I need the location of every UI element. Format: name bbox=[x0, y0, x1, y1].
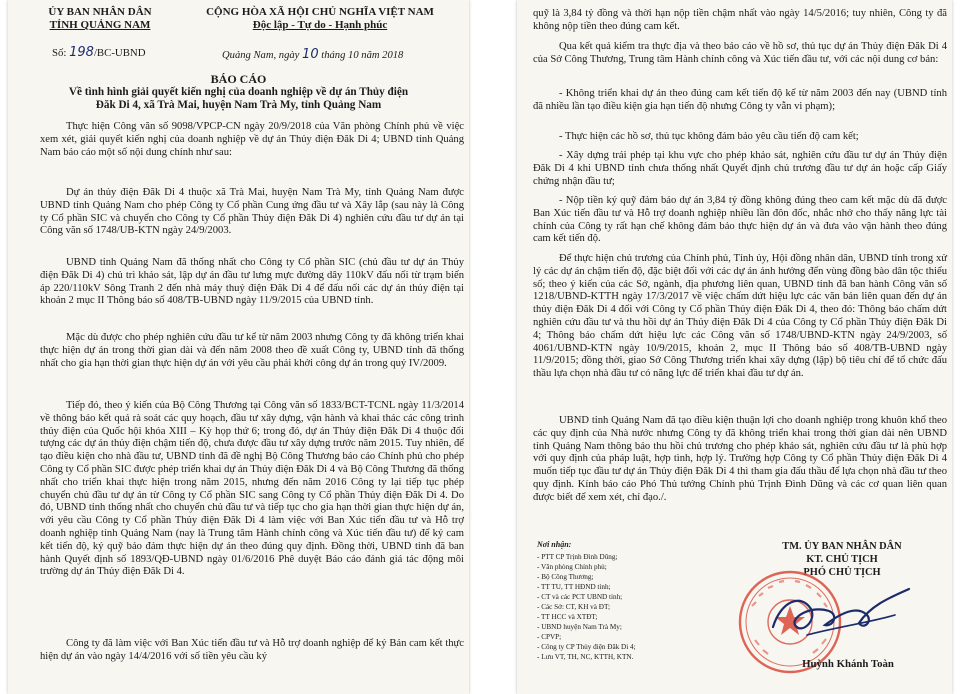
recipient-item: - TT TU, TT HĐND tỉnh; bbox=[537, 583, 611, 591]
paragraph: Để thực hiện chủ trương của Chính phủ, Tỉnh ủy, Hội đồng nhân dân, UBND tỉnh trong xử lý các dự án chậm tiến độ, đặc biệt đối với các dự án ảnh hưởng đến vùng đồng bào dân tộc thiểu số; theo ý kiến của các Sở, ngành, địa phương liên quan, UBND tỉnh đã ban hành Công văn số 1218/UBND-KTTH ngày 17/3/2017 về việc chấm dứt hiệu lực các văn bản liên quan đến dự án thủy điện Đăk Di 4 đối với Công ty Cổ phần Thủy điện Đăk Di 4, theo đó: Thông báo chấm dứt nghiên cứu đầu tư và thu hồi dự án Thủy điện Đăk Di 4 của Công ty Cổ phần Thủy điện Đăk Di 4; Thông báo chấm dứt hiệu lực các Công văn số 1748/UBND-KTN ngày 24/9/2003, số 4061/UBND-KTN ngày 10/9/2015, khoản 2, mục II Thông báo số 408/TB-UBND ngày 11/9/2015; đồng thời, giao Sở Công Thương triển khai xây dựng (lập) bộ tiêu chí để tổ chức đấu thầu lựa chọn nhà đầu tư có năng lực để triển khai đầu tư dự án. bbox=[533, 253, 947, 380]
recipient-item: - Công ty CP Thủy điện Đăk Di 4; bbox=[537, 643, 636, 651]
report-subject bbox=[8, 86, 469, 112]
signature-line-3: PHÓ CHỦ TỊCH bbox=[803, 567, 881, 578]
paragraph: UBND tỉnh Quảng Nam đã tạo điều kiện thuận lợi cho doanh nghiệp trong khuôn khổ theo các quy định của Nhà nước nhưng Công ty đã không triển khai trong thời gian dài nên UBND tỉnh Quảng Nam thông báo thu hồi chủ trương cho phép khảo sát, nghiên cứu đầu tư là phù hợp với quy định của pháp luật, hợp tình, hợp lý. Trường hợp Công ty Cổ phần Thủy điện Đăk Di 4 muốn tiếp tục đầu tư dự án Thủy điện Đăk Di 4 thì tham gia đấu thầu để lựa chọn nhà đầu tư theo quy định. Kính báo cáo Phó Thủ tướng Chính phủ Trịnh Đình Dũng và các cơ quan liên quan được biết để xem xét, chỉ đạo./. bbox=[533, 415, 947, 503]
date-prefix: Quảng Nam, ngày bbox=[222, 50, 300, 61]
recipient-item: - CT và các PCT UBND tỉnh; bbox=[537, 593, 623, 601]
paragraph: Dự án thủy điện Đăk Di 4 thuộc xã Trà Mai, huyện Nam Trà My, tỉnh Quảng Nam được UBND tỉnh Quảng Nam cho phép Công ty Cổ phần Cung ứng đầu tư và Xây lắp (sau này là Công ty Cổ phần SIC và chuyển cho Công ty Cổ phần Thủy điện Đăk Di 4) nghiên cứu đầu tư dự án tại Công văn số 1748/UB-KTN ngày 24/9/2003. bbox=[40, 187, 464, 237]
recipient-item: - CPVP; bbox=[537, 633, 562, 641]
paragraph: quỹ là 3,84 tỷ đồng và thời hạn nộp tiền chậm nhất vào ngày 14/5/2016; tuy nhiên, Công ty đã không nộp tiền theo đúng cam kết. bbox=[533, 8, 947, 32]
subject-line-2: Đăk Di 4, xã Trà Mai, huyện Nam Trà My, tỉnh Quảng Nam bbox=[95, 99, 382, 111]
handwritten-signature bbox=[767, 575, 917, 647]
number-suffix: /BC-UBND bbox=[93, 47, 146, 59]
report-page-1 bbox=[8, 0, 469, 694]
recipient-item: - TT HCC và XTĐT; bbox=[537, 613, 598, 621]
paragraph: - Nộp tiền ký quỹ đảm bảo dự án 3,84 tỷ đồng không đúng theo cam kết mặc dù đã được Ban Xúc tiến đầu tư và Hỗ trợ doanh nghiệp nhiều lần đôn đốc, nhắc nhở cho thấy năng lực tài chính của Công ty rất hạn chế không đảm bảo thực hiện dự án và đưa vào vận hành theo đúng cam kết tiến độ. bbox=[533, 195, 947, 245]
nation-line-2: Độc lập - Tự do - Hạnh phúc bbox=[252, 19, 388, 31]
recipients-title: Nơi nhận: bbox=[537, 540, 572, 549]
paragraph: - Thực hiện các hồ sơ, thủ tục không đảm bảo yêu cầu tiến độ cam kết; bbox=[559, 131, 859, 142]
signature-line-2: KT. CHỦ TỊCH bbox=[806, 554, 878, 565]
date-suffix: tháng 10 năm 2018 bbox=[321, 50, 404, 61]
paragraph: UBND tỉnh Quảng Nam đã thống nhất cho Công ty Cổ phần SIC (chủ đầu tư dự án Thủy điện Đăk Di 4) chủ trì khảo sát, lập dự án đầu tư lưng mực đường dây 110kV đấu nối từ trạm biến áp 220/110kV Sông Tranh 2 đến nhà máy thuỷ điện Đăk Di 4 để đấu nối các dự án thủy điện tại khoản 2 mục II Thông báo số 408/TB-UBND ngày 11/9/2015 của UBND tỉnh. bbox=[40, 257, 464, 307]
recipient-item: - Các Sở: CT, KH và ĐT; bbox=[537, 603, 610, 611]
national-motto bbox=[174, 6, 466, 32]
signer-name: Huỳnh Khánh Toàn bbox=[802, 658, 894, 670]
agency-name bbox=[8, 6, 192, 32]
paragraph: Thực hiện Công văn số 9098/VPCP-CN ngày 20/9/2018 của Văn phòng Chính phủ về việc xem xét, giải quyết kiến nghị của doanh nghiệp về dự án Thủy điện Đăk Di 4; UBND tỉnh Quảng Nam báo cáo một số nội dung chính như sau: bbox=[40, 121, 464, 158]
paragraph: - Xây dựng trái phép tại khu vực cho phép khảo sát, nghiên cứu đầu tư dự án Thủy điện Đăk Di 4 khi UBND tỉnh chưa thống nhất Quyết định chủ trương đầu tư dự án hoặc cấp Giấy chứng nhận đầu tư; bbox=[533, 150, 947, 187]
signature-line-1: TM. ỦY BAN NHÂN DÂN bbox=[782, 541, 902, 552]
agency-line-1: ỦY BAN NHÂN DÂN bbox=[48, 6, 152, 18]
subject-line-1: Về tình hình giải quyết kiến nghị của doanh nghiệp về dự án Thủy điện bbox=[68, 86, 409, 98]
document-number bbox=[52, 47, 192, 60]
recipient-item: - Lưu VT, TH, NC, KTTH, KTN. bbox=[537, 653, 634, 661]
paragraph: Công ty đã làm việc với Ban Xúc tiến đầu tư và Hỗ trợ doanh nghiệp để ký Bản cam kết thực hiện dự án vào ngày 14/4/2016 với số tiền yêu cầu ký bbox=[40, 638, 464, 662]
paragraph: Qua kết quả kiểm tra thực địa và theo báo cáo về hồ sơ, thủ tục dự án Thủy điện Đăk Di 4 của Sở Công Thương, Trung tâm Hành chính công và Xúc tiến đầu tư, với các nội dung cơ bản: bbox=[533, 41, 947, 65]
paragraph: - Không triển khai dự án theo đúng cam kết tiến độ kể từ năm 2003 đến nay (UBND tỉnh đã nhiều lần tạo điều kiện gia hạn tiến độ nhưng Công ty vẫn vi phạm); bbox=[533, 88, 947, 112]
paragraph: Tiếp đó, theo ý kiến của Bộ Công Thương tại Công văn số 1833/BCT-TCNL ngày 11/3/2014 về thông báo kết quả rà soát các quy hoạch, đầu tư xây dựng, vận hành và khai thác các công trình thủy điện của Quốc hội khóa XIII – Kỳ họp thứ 6; trong đó, dự án Thủy điện Đăk Di 4 thuộc đối tượng các dự án thủy điện chậm tiến độ, chưa được đầu tư xây dựng trước năm 2015. Tuy nhiên, để tạo điều kiện cho nhà đầu tư, UBND tỉnh đã đề nghị Bộ Công Thương báo cáo Chính phủ cho phép Công ty Cổ phần SIC được phép triển khai dự án Thủy điện Đăk Di 4 và Bộ Công Thương đã thống nhất cho triển khai thực hiện trong năm 2015, nhưng đến năm 2016 Công ty lại tiếp tục phép chuyển chủ đầu tư dự án từ Công ty Cổ phần SIC sang Công ty Cổ phần Thủy điện Đăk Di 4. Do đó, UBND tỉnh thống nhất cho chuyển chủ đầu tư và tiếp tục cho gia hạn thời gian thực hiện dự án, với yêu cầu Công ty Cổ phần Thủy điện Đăk Di 4 làm việc với Ban Xúc tiến đầu tư và Hỗ trợ doanh nghiệp tỉnh Quảng Nam (nay là Trung tâm Hành chính công và Xúc tiến đầu tư) để ký cam kết tiến độ, ký quỹ bảo đảm thực hiện dự án theo đúng quy định. Đồng thời, UBND tỉnh đã ban hành Quyết định số 1893/QĐ-UBND ngày 01/6/2016 Phê duyệt Báo cáo đánh giá tác động môi trường dự án Thủy điện Đăk Di 4. bbox=[40, 400, 464, 578]
recipient-item: - Bộ Công Thương; bbox=[537, 573, 594, 581]
recipient-item: - UBND huyện Nam Trà My; bbox=[537, 623, 622, 631]
recipient-item: - PTT CP Trịnh Đình Dũng; bbox=[537, 553, 618, 561]
document-date bbox=[222, 49, 468, 63]
agency-line-2: TỈNH QUẢNG NAM bbox=[49, 19, 151, 31]
handwritten-day: 10 bbox=[302, 47, 319, 62]
report-page-2 bbox=[517, 0, 952, 694]
number-prefix: Số: bbox=[52, 47, 67, 59]
paragraph: Mặc dù được cho phép nghiên cứu đầu tư kể từ năm 2003 nhưng Công ty đã không triển khai thực hiện dự án trong thời gian dài và đến năm 2008 theo đề xuất Công ty, UBND tỉnh đã thống nhất cho gia hạn thời gian thực hiện dự án với yêu cầu phải khởi công dự án trong quý IV/2009. bbox=[40, 332, 464, 369]
report-title: BÁO CÁO bbox=[210, 72, 267, 86]
handwritten-number: 198 bbox=[69, 45, 94, 60]
recipient-item: - Văn phòng Chính phủ; bbox=[537, 563, 607, 571]
nation-line-1: CỘNG HÒA XÃ HỘI CHỦ NGHĨA VIỆT NAM bbox=[206, 6, 434, 18]
